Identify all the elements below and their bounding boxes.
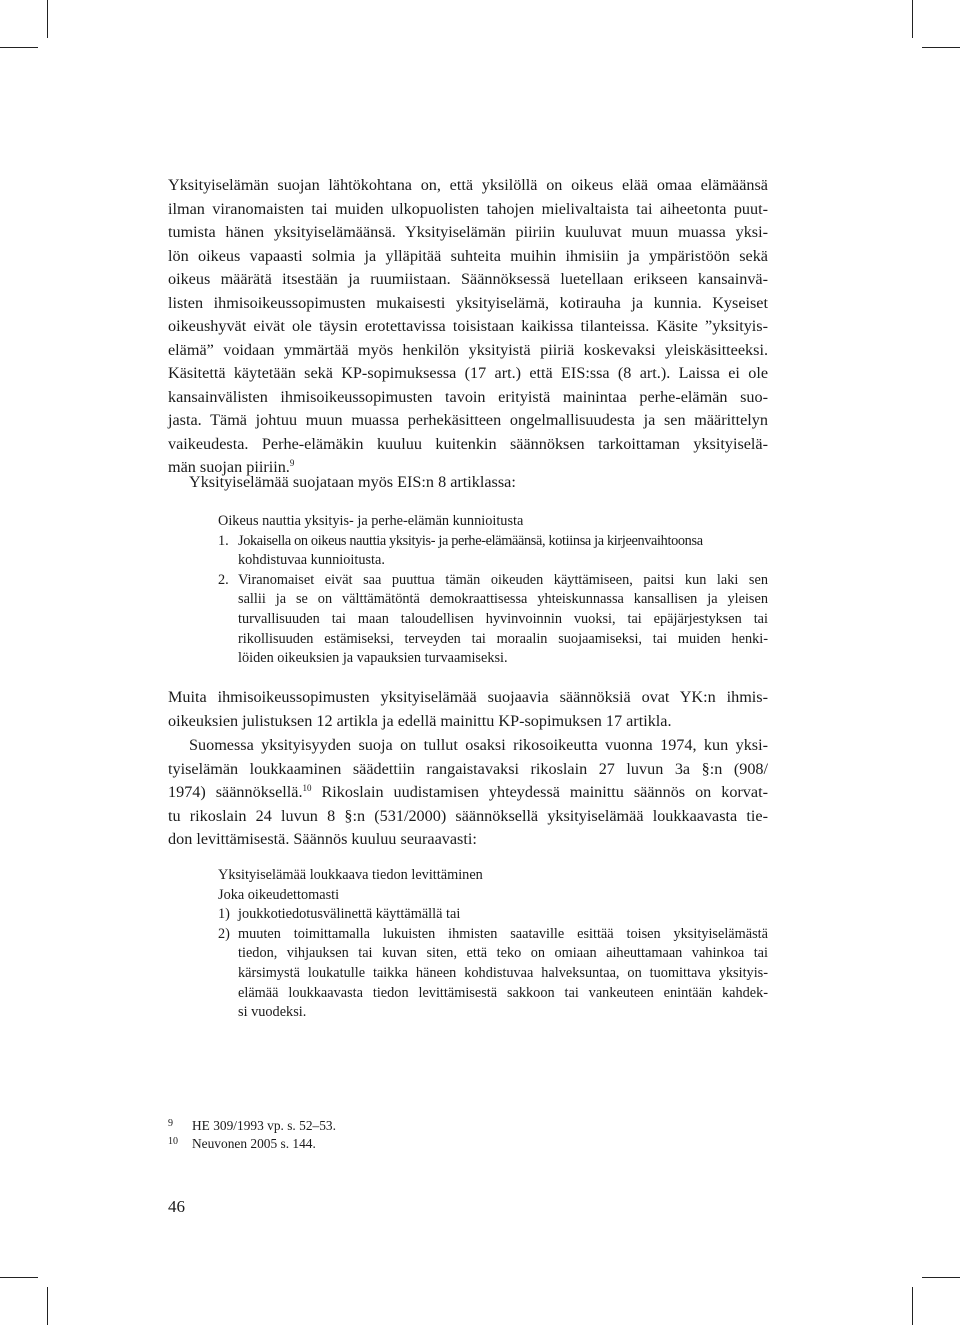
text-fragment: Rikoslain uudistamisen yhteydessä mainittu säännös on korvat-: [311, 783, 768, 801]
footnote-number: 10: [168, 1136, 178, 1147]
text-fragment: män suojan piiriin.: [168, 458, 290, 476]
text-line: oikeushyvät eivät ole täysin erotettavissa toisistaan kaikissa tilanteissa. Käsite ”yksityis-: [168, 317, 768, 335]
text-line: listen ihmisoikeussopimusten mukaisesti yksityiselämä, kotirauha ja kunnia. Kyseiset: [168, 293, 768, 312]
text-line: sallii ja se on välttämätöntä demokraattisessa yhteiskunnassa kansallisen ja yleisen: [238, 591, 768, 608]
quote-block-eis: [218, 512, 768, 669]
footnote-number: 9: [168, 1118, 173, 1129]
body-paragraph-4: [168, 734, 768, 852]
text-line: tumista hänen yksityiselämäänsä. Yksityiselämän piiriin kuuluvat muun muassa yksi-: [168, 223, 768, 241]
crop-mark: [47, 1287, 48, 1325]
crop-mark: [0, 1277, 38, 1278]
text-line: kansainvälisten ihmisoikeussopimusten tavoin erityistä mainintaa perhe-elämän suo-: [168, 387, 768, 406]
text-line: muuten toimittamalla lukuisten ihmisten saataville esittää toisen yksityiselämästä: [238, 925, 768, 942]
text-line: si vuodeksi.: [238, 1004, 307, 1021]
text-line: rikollisuuden estämiseksi, terveyden tai moraalin suojaamiseksi, tai muiden henki-: [238, 630, 768, 647]
footnote: [168, 1115, 336, 1135]
text-line: oikeuksien julistuksen 12 artikla ja edellä mainittu KP-sopimuksen 17 artikla.: [168, 711, 672, 730]
quote-item: [218, 571, 768, 669]
text-line: lön oikeus vapaasti solmia ja ylläpitää suhteita muihin ihmisiin ja ympäristöön sekä: [168, 246, 768, 265]
crop-mark: [0, 47, 38, 48]
text-line: [168, 781, 768, 805]
text-line: don levittämisestä. Säännös kuuluu seuraavasti:: [168, 830, 477, 848]
footnote-ref: 10: [302, 783, 312, 793]
text-line: elämä” voidaan ymmärtää myös henkilön yksityistä piiriä koskevaksi yleiskäsitteeksi.: [168, 340, 768, 359]
text-line: joukkotiedotusvälinettä käyttämällä tai: [238, 906, 461, 923]
crop-mark: [912, 0, 913, 38]
text-line: Viranomaiset eivät saa puuttua tämän oikeuden käyttämiseen, paitsi kun laki sen: [238, 571, 768, 588]
text-line: Suomessa yksityisyyden suoja on tullut osaksi rikosoikeutta vuonna 1974, kun yksi-: [189, 736, 768, 754]
quote-heading: Oikeus nauttia yksityis- ja perhe-elämän kunnioitusta: [218, 513, 524, 529]
item-number: 2): [218, 925, 230, 942]
text-line: tiedon, vihjauksen tai kuvan siten, että teko on omiaan aiheuttamaan vahinkoa tai: [238, 945, 768, 962]
text-line: Jokaisella on oikeus nauttia yksityis- ja perhe-elämäänsä, kotiinsa ja kirjeenvaihtoonsa: [238, 532, 703, 549]
crop-mark: [922, 47, 960, 48]
body-paragraph-1: [168, 174, 768, 480]
text-line: jasta. Tämä johtuu muun muassa perhekäsitteen ongelmallisuudesta ja sen määrittelyn: [168, 411, 768, 429]
crop-mark: [922, 1277, 960, 1278]
quote-item: [218, 532, 768, 571]
quote-subheading: Joka oikeudettomasti: [218, 886, 340, 903]
body-paragraph-3: [168, 686, 768, 733]
quote-item: [218, 925, 768, 1023]
text-line: ilman viranomaisten tai muiden ulkopuolisten tahojen mielivaltaista tai aiheetonta puut-: [168, 199, 768, 218]
footnote-text: Neuvonen 2005 s. 144.: [192, 1136, 316, 1151]
text-line: oikeus määrätä itsestään ja ruumiistaan. Säännöksessä luetellaan erikseen kansainvä-: [168, 270, 768, 288]
body-paragraph-2: [168, 471, 768, 495]
quote-block-rikoslaki: [218, 866, 768, 1023]
quote-item: [218, 905, 768, 925]
item-number: 2.: [218, 571, 229, 588]
text-line: Yksityiselämää suojataan myös EIS:n 8 artiklassa:: [189, 473, 516, 491]
text-line: kärsimystä loukatulle taikka häneen kohdistuvaa halveksuntaa, on tuomittava yksityis-: [238, 964, 768, 981]
text-fragment: 1974) säännöksellä.: [168, 783, 303, 801]
text-line: vaikeudesta. Perhe-elämäkin kuuluu kuitenkin säännöksen tarkoittaman yksityiselä-: [168, 434, 768, 453]
footnote: [168, 1133, 316, 1153]
crop-mark: [47, 0, 48, 38]
page-number: 46: [168, 1197, 185, 1216]
item-number: 1.: [218, 532, 229, 549]
text-line: tu rikoslain 24 luvun 8 §:n (531/2000) säännöksellä yksityiselämää loukkaavasta tie-: [168, 806, 768, 825]
text-line: Käsitettä käytetään sekä KP-sopimuksessa (17 art.) että EIS:ssa (8 art.). Laissa ei ole: [168, 364, 768, 382]
text-line: Muita ihmisoikeussopimusten yksityiselämää suojaavia säännöksiä ovat YK:n ihmis-: [168, 688, 768, 706]
text-line: löiden oikeuksien ja vapauksien turvaamiseksi.: [238, 650, 508, 667]
item-number: 1): [218, 906, 230, 923]
text-line: kohdistuvaa kunnioitusta.: [238, 552, 385, 569]
text-line: turvallisuuden tai maan taloudellisen hyvinvoinnin vuoksi, tai epäjärjestyksen tai: [238, 610, 768, 627]
quote-heading: Yksityiselämää loukkaava tiedon levittäminen: [218, 867, 483, 883]
footnote-ref: 9: [289, 458, 295, 468]
crop-mark: [912, 1287, 913, 1325]
text-line: Yksityiselämän suojan lähtökohtana on, että yksilöllä on oikeus elää omaa elämäänsä: [168, 176, 768, 194]
text-line: elämää loukkaavasta tiedon levittämisestä sakkoon tai vankeuteen enintään kahdek-: [238, 984, 768, 1001]
footnote-text: HE 309/1993 vp. s. 52–53.: [192, 1118, 336, 1133]
text-line: tyiselämän loukkaaminen säädettiin rangaistavaksi rikoslain 27 luvun 3a §:n (908/: [168, 759, 768, 778]
